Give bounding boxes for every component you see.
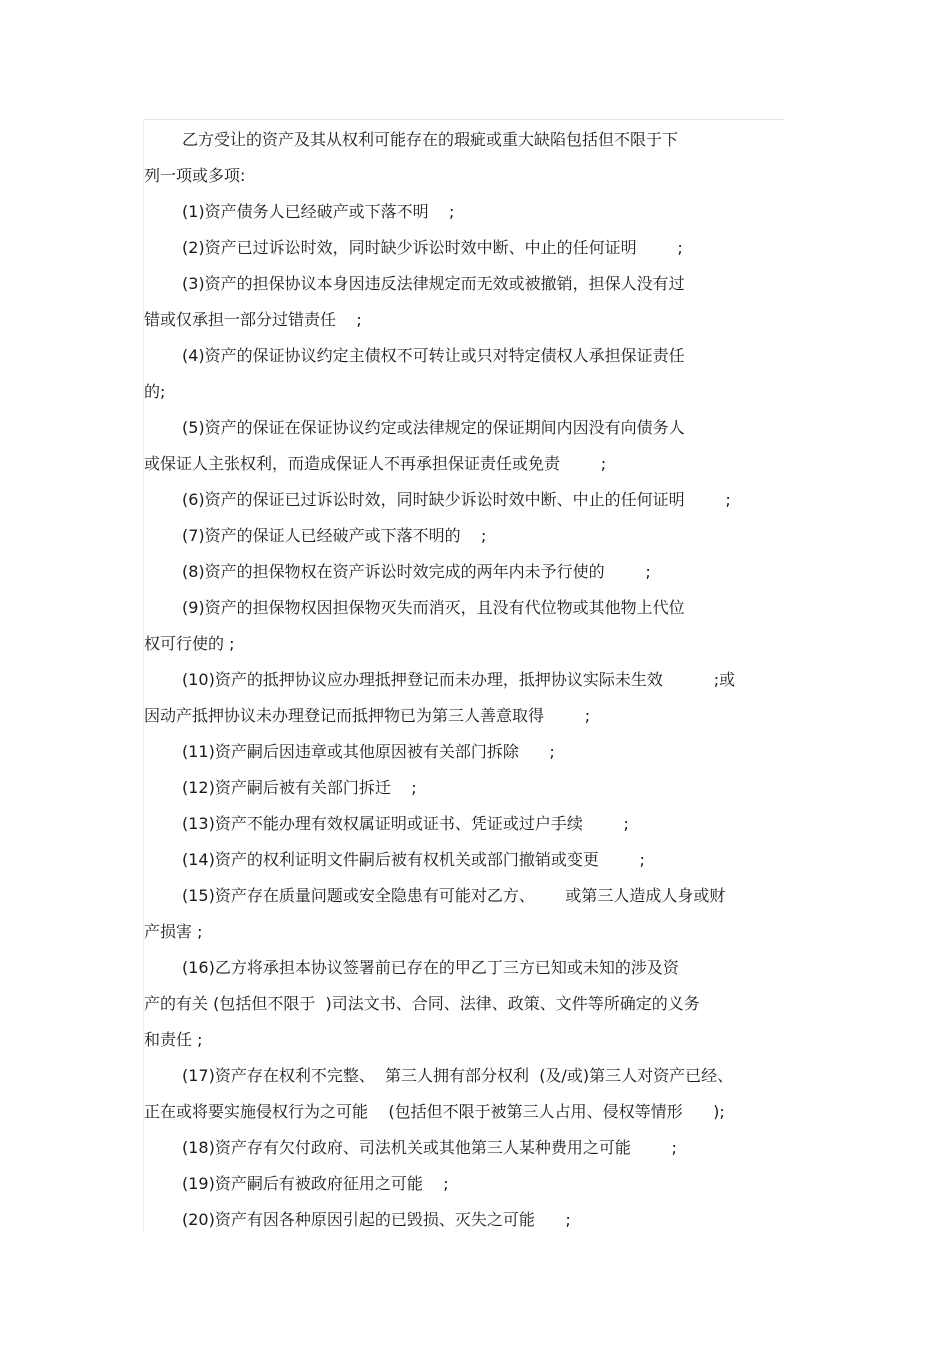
text-line: (1)资产债务人已经破产或下落不明 ; (182, 202, 455, 221)
text-line: (7)资产的保证人已经破产或下落不明的 ; (182, 526, 487, 545)
text-line: (10)资产的抵押协议应办理抵押登记而未办理，抵押协议实际未生效 ;或 (182, 670, 736, 689)
text-line: 的; (144, 382, 166, 401)
text-line: 权可行使的 ; (144, 634, 235, 653)
text-line: (9)资产的担保物权因担保物灭失而消灭，且没有代位物或其他物上代位 (182, 598, 685, 617)
text-line: 和责任 ; (144, 1030, 203, 1049)
text-line: (14)资产的权利证明文件嗣后被有权机关或部门撤销或变更 ; (182, 850, 645, 869)
text-line: 产损害 ; (144, 922, 203, 941)
text-line: (5)资产的保证在保证协议约定或法律规定的保证期间内因没有向债务人 (182, 418, 685, 437)
text-line: 产的有关 (包括但不限于 )司法文书、合同、法律、政策、文件等所确定的义务 (144, 994, 700, 1013)
top-divider (143, 119, 785, 120)
text-line: (12)资产嗣后被有关部门拆迁 ; (182, 778, 417, 797)
text-line: (19)资产嗣后有被政府征用之可能 ; (182, 1174, 449, 1193)
text-line: (3)资产的担保协议本身因违反法律规定而无效或被撤销，担保人没有过 (182, 274, 685, 293)
text-line: 正在或将要实施侵权行为之可能 (包括但不限于被第三人占用、侵权等情形 ); (144, 1102, 725, 1121)
text-line: (8)资产的担保物权在资产诉讼时效完成的两年内未予行使的 ; (182, 562, 651, 581)
text-line: (15)资产存在质量问题或安全隐患有可能对乙方、 或第三人造成人身或财 (182, 886, 726, 905)
text-line: 列一项或多项: (144, 166, 246, 185)
text-line: (2)资产已过诉讼时效，同时缺少诉讼时效中断、中止的任何证明 ; (182, 238, 683, 257)
text-line: 错或仅承担一部分过错责任 ; (144, 310, 362, 329)
text-line: 乙方受让的资产及其从权利可能存在的瑕疵或重大缺陷包括但不限于下 (182, 130, 679, 149)
text-line: 或保证人主张权利，而造成保证人不再承担保证责任或免责 ; (144, 454, 607, 473)
clause-list (144, 122, 789, 1238)
text-line: (13)资产不能办理有效权属证明或证书、凭证或过户手续 ; (182, 814, 629, 833)
text-line: (11)资产嗣后因违章或其他原因被有关部门拆除 ; (182, 742, 555, 761)
text-line: (4)资产的保证协议约定主债权不可转让或只对特定债权人承担保证责任 (182, 346, 685, 365)
text-line: (16)乙方将承担本协议签署前已存在的甲乙丁三方已知或未知的涉及资 (182, 958, 679, 977)
text-line: (17)资产存在权利不完整、 第三人拥有部分权利 (及/或)第三人对资产已经、 (182, 1066, 734, 1085)
text-line: 因动产抵押协议未办理登记而抵押物已为第三人善意取得 ; (144, 706, 591, 725)
text-line: (20)资产有因各种原因引起的已毁损、灭失之可能 ; (182, 1210, 571, 1229)
text-line: (18)资产存有欠付政府、司法机关或其他第三人某种费用之可能 ; (182, 1138, 677, 1157)
text-line: (6)资产的保证已过诉讼时效，同时缺少诉讼时效中断、中止的任何证明 ; (182, 490, 731, 509)
